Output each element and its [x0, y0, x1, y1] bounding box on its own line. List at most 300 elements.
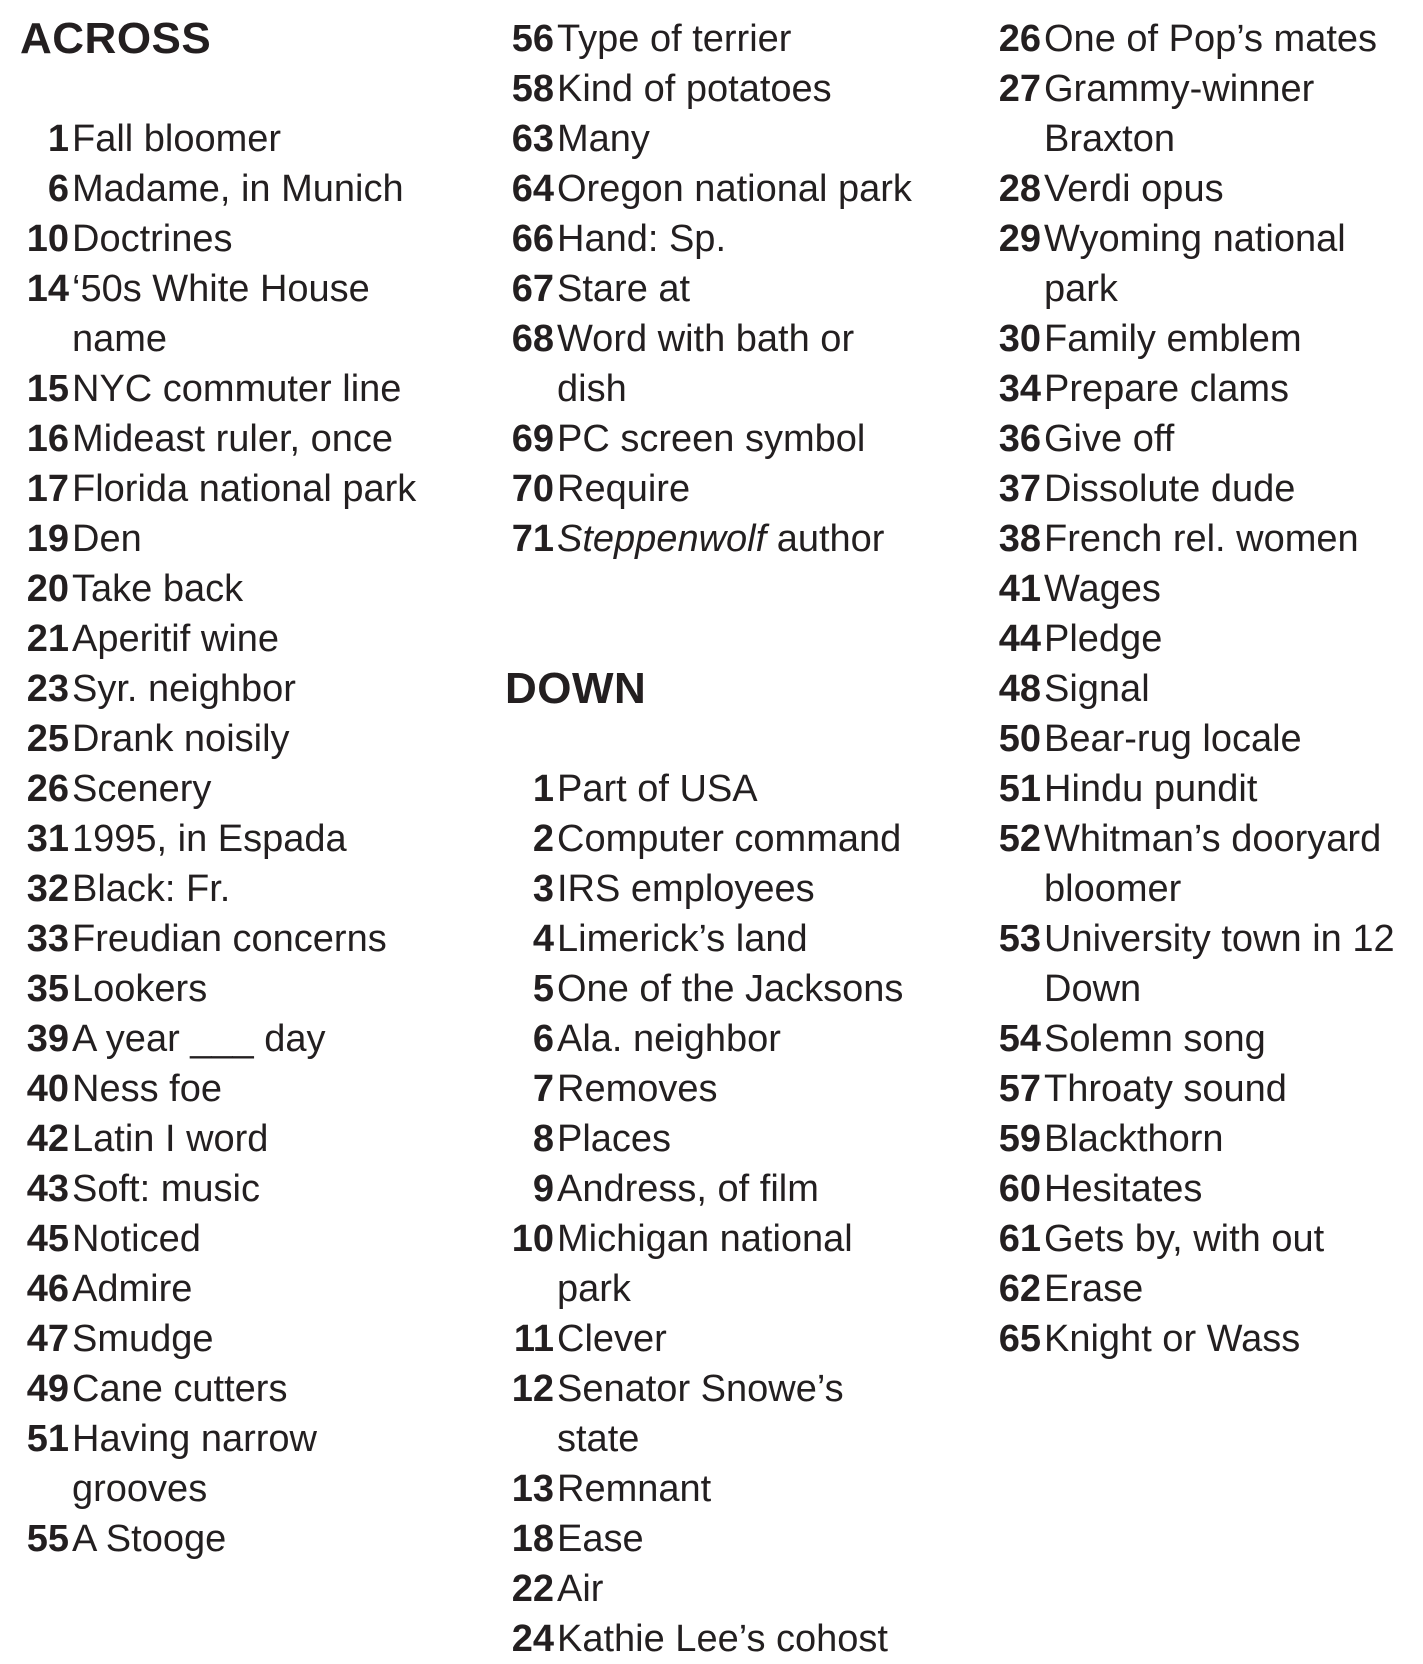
- clue-text-line: Throaty sound: [1044, 1068, 1287, 1110]
- clue-text-line: Latin I word: [72, 1118, 269, 1160]
- clue-down-34: [992, 364, 1423, 414]
- clue-number: 10: [511, 1218, 554, 1260]
- clue-number: 4: [532, 918, 554, 960]
- clue-number: 19: [26, 518, 69, 560]
- clue-text-line: Many: [557, 118, 650, 160]
- clue-text-line: Senator Snowe’s: [557, 1368, 844, 1410]
- clue-across-46: [20, 1264, 490, 1314]
- clue-across-47: [20, 1314, 490, 1364]
- clue-text-line: Black: Fr.: [72, 868, 231, 910]
- clue-text: [557, 464, 967, 514]
- clue-number: 27: [998, 68, 1041, 110]
- clue-text-line: Noticed: [72, 1218, 201, 1260]
- clue-number: 66: [511, 218, 554, 260]
- clue-text: [1044, 364, 1423, 414]
- clue-across-39: [20, 1014, 490, 1064]
- clue-text: [557, 864, 967, 914]
- clue-text: [1044, 164, 1423, 214]
- clue-number: 15: [26, 368, 69, 410]
- clue-text: [1044, 914, 1423, 1014]
- clue-text-line: A Stooge: [72, 1518, 227, 1560]
- clue-text: [72, 1314, 482, 1364]
- clue-down-3: [505, 864, 975, 914]
- clue-text-line: state: [557, 1418, 640, 1460]
- clue-text: [72, 1264, 482, 1314]
- clue-across-20: [20, 564, 490, 614]
- clue-text: [1044, 64, 1423, 164]
- across-clue-list-continued: [505, 14, 975, 514]
- clue-number: 51: [998, 768, 1041, 810]
- clue-text-line: Grammy-winner: [1044, 68, 1315, 110]
- clue-text: [72, 1364, 482, 1414]
- clue-number: 43: [26, 1168, 69, 1210]
- clue-text-line: A year ___ day: [72, 1018, 326, 1060]
- clue-text-line: Andress, of film: [557, 1168, 819, 1210]
- clue-text-line: One of the Jacksons: [557, 968, 904, 1010]
- clue-down-60: [992, 1164, 1423, 1214]
- clue-number: 3: [532, 868, 554, 910]
- clue-down-59: [992, 1114, 1423, 1164]
- clue-text-line: Ease: [557, 1518, 644, 1560]
- clue-number: 22: [511, 1568, 554, 1610]
- clue-number: 1: [47, 118, 69, 160]
- clue-text-line: Word with bath or: [557, 318, 855, 360]
- clue-text: [1044, 664, 1423, 714]
- clue-text-line: Michigan national: [557, 1218, 853, 1260]
- clue-text-line: Hesitates: [1044, 1168, 1203, 1210]
- clue-text: [72, 714, 482, 764]
- clue-number: 36: [998, 418, 1041, 460]
- clue-number: 26: [26, 768, 69, 810]
- clue-text: [72, 1164, 482, 1214]
- clue-across-70: [505, 464, 975, 514]
- clue-text: [557, 1164, 967, 1214]
- clue-down-65: [992, 1314, 1423, 1364]
- clue-across-63: [505, 114, 975, 164]
- clue-down-62: [992, 1264, 1423, 1314]
- clue-number: 34: [998, 368, 1041, 410]
- clue-across-71: [505, 514, 975, 564]
- clue-text-line: Wages: [1044, 568, 1161, 610]
- clue-text: [557, 14, 967, 64]
- clue-text: [1044, 714, 1423, 764]
- clue-number: 48: [998, 668, 1041, 710]
- clue-number: 32: [26, 868, 69, 910]
- clue-text-line: Blackthorn: [1044, 1118, 1224, 1160]
- clue-number: 60: [998, 1168, 1041, 1210]
- clue-down-26: [992, 14, 1423, 64]
- clue-across-25: [20, 714, 490, 764]
- clue-text-line: grooves: [72, 1468, 208, 1510]
- clue-text: [557, 1014, 967, 1064]
- clue-text: [557, 814, 967, 864]
- clue-text: [1044, 214, 1423, 314]
- clue-text: [72, 364, 482, 414]
- clue-text: [557, 64, 967, 114]
- clue-number: 7: [532, 1068, 554, 1110]
- clue-text: [1044, 14, 1423, 64]
- clue-text: [72, 964, 482, 1014]
- across-column: [20, 14, 490, 1564]
- clue-number: 6: [532, 1018, 554, 1060]
- clue-text: [72, 1014, 482, 1064]
- clue-number: 71: [511, 518, 554, 560]
- down-column-continued: [992, 14, 1423, 1364]
- clue-down-7: [505, 1064, 975, 1114]
- clue-text: [557, 1364, 967, 1464]
- clue-down-44: [992, 614, 1423, 664]
- clue-text-line: Oregon national park: [557, 168, 912, 210]
- clue-down-50: [992, 714, 1423, 764]
- clue-text-line: Whitman’s dooryard: [1044, 818, 1382, 860]
- clue-number: 31: [26, 818, 69, 860]
- clue-number: 46: [26, 1268, 69, 1310]
- clue-text-line: 1995, in Espada: [72, 818, 347, 860]
- clue-number: 23: [26, 668, 69, 710]
- clue-down-41: [992, 564, 1423, 614]
- across-clue-list: [20, 114, 490, 1564]
- clue-across-31: [20, 814, 490, 864]
- clue-text-line: park: [557, 1268, 631, 1310]
- clue-text-line: Stare at: [557, 268, 691, 310]
- clue-text-line: Admire: [72, 1268, 193, 1310]
- clue-text-line: Removes: [557, 1068, 718, 1110]
- clue-text: [72, 464, 482, 514]
- clue-down-24: [505, 1614, 975, 1664]
- clue-text: [1044, 1064, 1423, 1114]
- clue-number: 9: [532, 1168, 554, 1210]
- clue-text: [557, 1314, 967, 1364]
- clue-text-line: Kathie Lee’s cohost: [557, 1618, 888, 1660]
- clue-text-line: Clever: [557, 1318, 667, 1360]
- clue-number: 63: [511, 118, 554, 160]
- clue-text-line: IRS employees: [557, 868, 815, 910]
- clue-text-line: Syr. neighbor: [72, 668, 296, 710]
- clue-text: [557, 164, 967, 214]
- clue-text: [557, 1564, 967, 1614]
- clue-number: 8: [532, 1118, 554, 1160]
- clue-down-11: [505, 1314, 975, 1364]
- clue-down-12: [505, 1364, 975, 1464]
- clue-across-32: [20, 864, 490, 914]
- clue-across-17: [20, 464, 490, 514]
- clue-text-italic: Steppenwolf: [557, 518, 767, 560]
- clue-down-8: [505, 1114, 975, 1164]
- clue-across-45: [20, 1214, 490, 1264]
- clue-text-line: University town in 12: [1044, 918, 1395, 960]
- clue-text-line: Computer command: [557, 818, 902, 860]
- clue-text-line: Den: [72, 518, 142, 560]
- clue-text: [1044, 614, 1423, 664]
- clue-across-40: [20, 1064, 490, 1114]
- clue-text: [1044, 414, 1423, 464]
- clue-number: 49: [26, 1368, 69, 1410]
- clue-text-line: Pledge: [1044, 618, 1163, 660]
- clue-across-23: [20, 664, 490, 714]
- clue-text-line: NYC commuter line: [72, 368, 402, 410]
- clue-across-42: [20, 1114, 490, 1164]
- clue-text: [557, 314, 967, 414]
- clue-text-line: Cane cutters: [72, 1368, 288, 1410]
- clue-text-line: Air: [557, 1568, 604, 1610]
- heading-spacer: [20, 64, 490, 114]
- clue-down-22: [505, 1564, 975, 1614]
- clue-number: 1: [532, 768, 554, 810]
- clue-text-line: Aperitif wine: [72, 618, 279, 660]
- clue-down-52: [992, 814, 1423, 914]
- clue-down-2: [505, 814, 975, 864]
- clue-text: [557, 414, 967, 464]
- clue-number: 38: [998, 518, 1041, 560]
- clue-text-rest: author: [766, 518, 885, 560]
- clue-across-21: [20, 614, 490, 664]
- clue-number: 54: [998, 1018, 1041, 1060]
- clue-text: [557, 1114, 967, 1164]
- clue-number: 56: [511, 18, 554, 60]
- clue-text: [1044, 1164, 1423, 1214]
- clue-down-9: [505, 1164, 975, 1214]
- clue-down-57: [992, 1064, 1423, 1114]
- clue-text: [72, 414, 482, 464]
- clue-text-line: Dissolute dude: [1044, 468, 1296, 510]
- clue-text: [1044, 564, 1423, 614]
- clue-across-55: [20, 1514, 490, 1564]
- down-clue-list-continued: [992, 14, 1423, 1364]
- clue-text-line: Give off: [1044, 418, 1175, 460]
- clue-down-48: [992, 664, 1423, 714]
- clue-text-line: Fall bloomer: [72, 118, 282, 160]
- clue-across-14: [20, 264, 490, 364]
- clue-text-line: Require: [557, 468, 691, 510]
- clue-text-line: Family emblem: [1044, 318, 1302, 360]
- clue-text-line: Part of USA: [557, 768, 758, 810]
- clue-text-line: Having narrow: [72, 1418, 317, 1460]
- clue-text-line: Wyoming national: [1044, 218, 1346, 260]
- clue-number: 12: [511, 1368, 554, 1410]
- clue-down-61: [992, 1214, 1423, 1264]
- down-heading: DOWN: [505, 664, 647, 713]
- clue-number: 45: [26, 1218, 69, 1260]
- clue-across-64: [505, 164, 975, 214]
- clue-text: [557, 964, 967, 1014]
- clue-text-line: Solemn song: [1044, 1018, 1266, 1060]
- clue-text-line: Ala. neighbor: [557, 1018, 781, 1060]
- clue-text: [557, 1464, 967, 1514]
- clue-down-6: [505, 1014, 975, 1064]
- clue-text-line: Prepare clams: [1044, 368, 1289, 410]
- clue-number: 18: [511, 1518, 554, 1560]
- clue-across-49: [20, 1364, 490, 1414]
- clue-text: [1044, 1014, 1423, 1064]
- clue-text-line: Hand: Sp.: [557, 218, 726, 260]
- clue-text: [72, 864, 482, 914]
- clue-text: [557, 1514, 967, 1564]
- section-spacer: [505, 564, 975, 664]
- clue-number: 21: [26, 618, 69, 660]
- clue-text: [1044, 1314, 1423, 1364]
- clue-text-line: Limerick’s land: [557, 918, 808, 960]
- clue-text: [1044, 1214, 1423, 1264]
- clue-number: 69: [511, 418, 554, 460]
- clue-across-10: [20, 214, 490, 264]
- clue-number: 62: [998, 1268, 1041, 1310]
- clue-across-69: [505, 414, 975, 464]
- clue-down-38: [992, 514, 1423, 564]
- clue-down-37: [992, 464, 1423, 514]
- clue-number: 41: [998, 568, 1041, 610]
- clue-text: [72, 914, 482, 964]
- clue-down-51: [992, 764, 1423, 814]
- clue-number: 14: [26, 268, 69, 310]
- clue-text: [72, 1514, 482, 1564]
- clue-down-53: [992, 914, 1423, 1014]
- clue-number: 68: [511, 318, 554, 360]
- clue-number: 67: [511, 268, 554, 310]
- clue-down-5: [505, 964, 975, 1014]
- clue-across-6: [20, 164, 490, 214]
- clue-text-line: Scenery: [72, 768, 212, 810]
- clue-text: [72, 514, 482, 564]
- clue-text-line: Places: [557, 1118, 672, 1160]
- clue-text-line: ‘50s White House: [72, 268, 370, 310]
- clue-number: 20: [26, 568, 69, 610]
- clue-number: 16: [26, 418, 69, 460]
- clue-text-line: name: [72, 318, 168, 360]
- clue-text: [1044, 314, 1423, 364]
- clue-across-67: [505, 264, 975, 314]
- clue-down-54: [992, 1014, 1423, 1064]
- middle-column: [505, 14, 975, 1664]
- clue-across-15: [20, 364, 490, 414]
- clue-text: [72, 1414, 482, 1514]
- clue-number: 44: [998, 618, 1041, 660]
- clue-number: 2: [532, 818, 554, 860]
- clue-text: [557, 764, 967, 814]
- clue-across-1: [20, 114, 490, 164]
- clue-text: [72, 564, 482, 614]
- clue-number: 10: [26, 218, 69, 260]
- clue-down-1: [505, 764, 975, 814]
- clue-text: [557, 514, 967, 564]
- clue-across-16: [20, 414, 490, 464]
- clue-text: [1044, 814, 1423, 914]
- clue-text: [72, 214, 482, 264]
- clue-text-line: Lookers: [72, 968, 208, 1010]
- clue-number: 25: [26, 718, 69, 760]
- clue-number: 6: [47, 168, 69, 210]
- clue-text-line: Type of terrier: [557, 18, 792, 60]
- clue-number: 26: [998, 18, 1041, 60]
- clue-text: [72, 1214, 482, 1264]
- clue-text-line: Florida national park: [72, 468, 417, 510]
- clue-number: 57: [998, 1068, 1041, 1110]
- clue-down-13: [505, 1464, 975, 1514]
- clue-text: [1044, 764, 1423, 814]
- clue-text-line: dish: [557, 368, 627, 410]
- clue-number: 17: [26, 468, 69, 510]
- clue-across-35: [20, 964, 490, 1014]
- clue-down-30: [992, 314, 1423, 364]
- clue-text-line: Mideast ruler, once: [72, 418, 394, 460]
- clue-number: 24: [511, 1618, 554, 1660]
- clue-across-26: [20, 764, 490, 814]
- clue-text: [557, 264, 967, 314]
- clue-number: 33: [26, 918, 69, 960]
- clue-text: [72, 1114, 482, 1164]
- clue-number: 28: [998, 168, 1041, 210]
- clue-number: 30: [998, 318, 1041, 360]
- clue-text-line: Doctrines: [72, 218, 233, 260]
- clue-across-56: [505, 14, 975, 64]
- clue-number: 47: [26, 1318, 69, 1360]
- clue-text-line: Hindu pundit: [1044, 768, 1258, 810]
- clue-text: [72, 164, 482, 214]
- clue-text-line: Down: [1044, 968, 1142, 1010]
- clue-text-line: Gets by, with out: [1044, 1218, 1325, 1260]
- clue-down-4: [505, 914, 975, 964]
- clue-text: [1044, 464, 1423, 514]
- clue-text: [1044, 514, 1423, 564]
- clue-number: 51: [26, 1418, 69, 1460]
- clue-number: 61: [998, 1218, 1041, 1260]
- clue-text: [72, 114, 482, 164]
- clue-across-58: [505, 64, 975, 114]
- clue-number: 58: [511, 68, 554, 110]
- clue-down-36: [992, 414, 1423, 464]
- clue-number: 39: [26, 1018, 69, 1060]
- clue-across-66: [505, 214, 975, 264]
- clue-number: 37: [998, 468, 1041, 510]
- clue-across-68: [505, 314, 975, 414]
- clue-text-line: Drank noisily: [72, 718, 290, 760]
- clue-text-line: Signal: [1044, 668, 1150, 710]
- clue-text: [557, 1614, 967, 1664]
- clue-number: 42: [26, 1118, 69, 1160]
- clue-text-line: Braxton: [1044, 118, 1175, 160]
- clue-number: 35: [26, 968, 69, 1010]
- clue-text-line: Remnant: [557, 1468, 712, 1510]
- clue-number: 59: [998, 1118, 1041, 1160]
- clue-text-line: Bear-rug locale: [1044, 718, 1302, 760]
- clue-text: [72, 764, 482, 814]
- clue-text: [72, 614, 482, 664]
- clue-number: 55: [26, 1518, 69, 1560]
- clue-text-line: Soft: music: [72, 1168, 260, 1210]
- across-heading: ACROSS: [20, 14, 212, 63]
- clue-text-line: bloomer: [1044, 868, 1182, 910]
- clue-down-27: [992, 64, 1423, 164]
- clue-number: 29: [998, 218, 1041, 260]
- clue-text: [72, 1064, 482, 1114]
- clue-text: [1044, 1264, 1423, 1314]
- clue-text: [1044, 1114, 1423, 1164]
- heading-spacer: [505, 714, 975, 764]
- clue-number: 5: [532, 968, 554, 1010]
- clue-text: [557, 214, 967, 264]
- clue-number: 70: [511, 468, 554, 510]
- clue-number: 53: [998, 918, 1041, 960]
- clue-text-line: One of Pop’s mates: [1044, 18, 1378, 60]
- clue-text: [72, 264, 482, 364]
- clue-down-29: [992, 214, 1423, 314]
- clue-text: [72, 814, 482, 864]
- clue-text: [557, 1214, 967, 1314]
- clue-down-10: [505, 1214, 975, 1314]
- clue-text-line: Smudge: [72, 1318, 214, 1360]
- clue-text-line: Ness foe: [72, 1068, 222, 1110]
- clue-number: 64: [511, 168, 554, 210]
- clue-text: [72, 664, 482, 714]
